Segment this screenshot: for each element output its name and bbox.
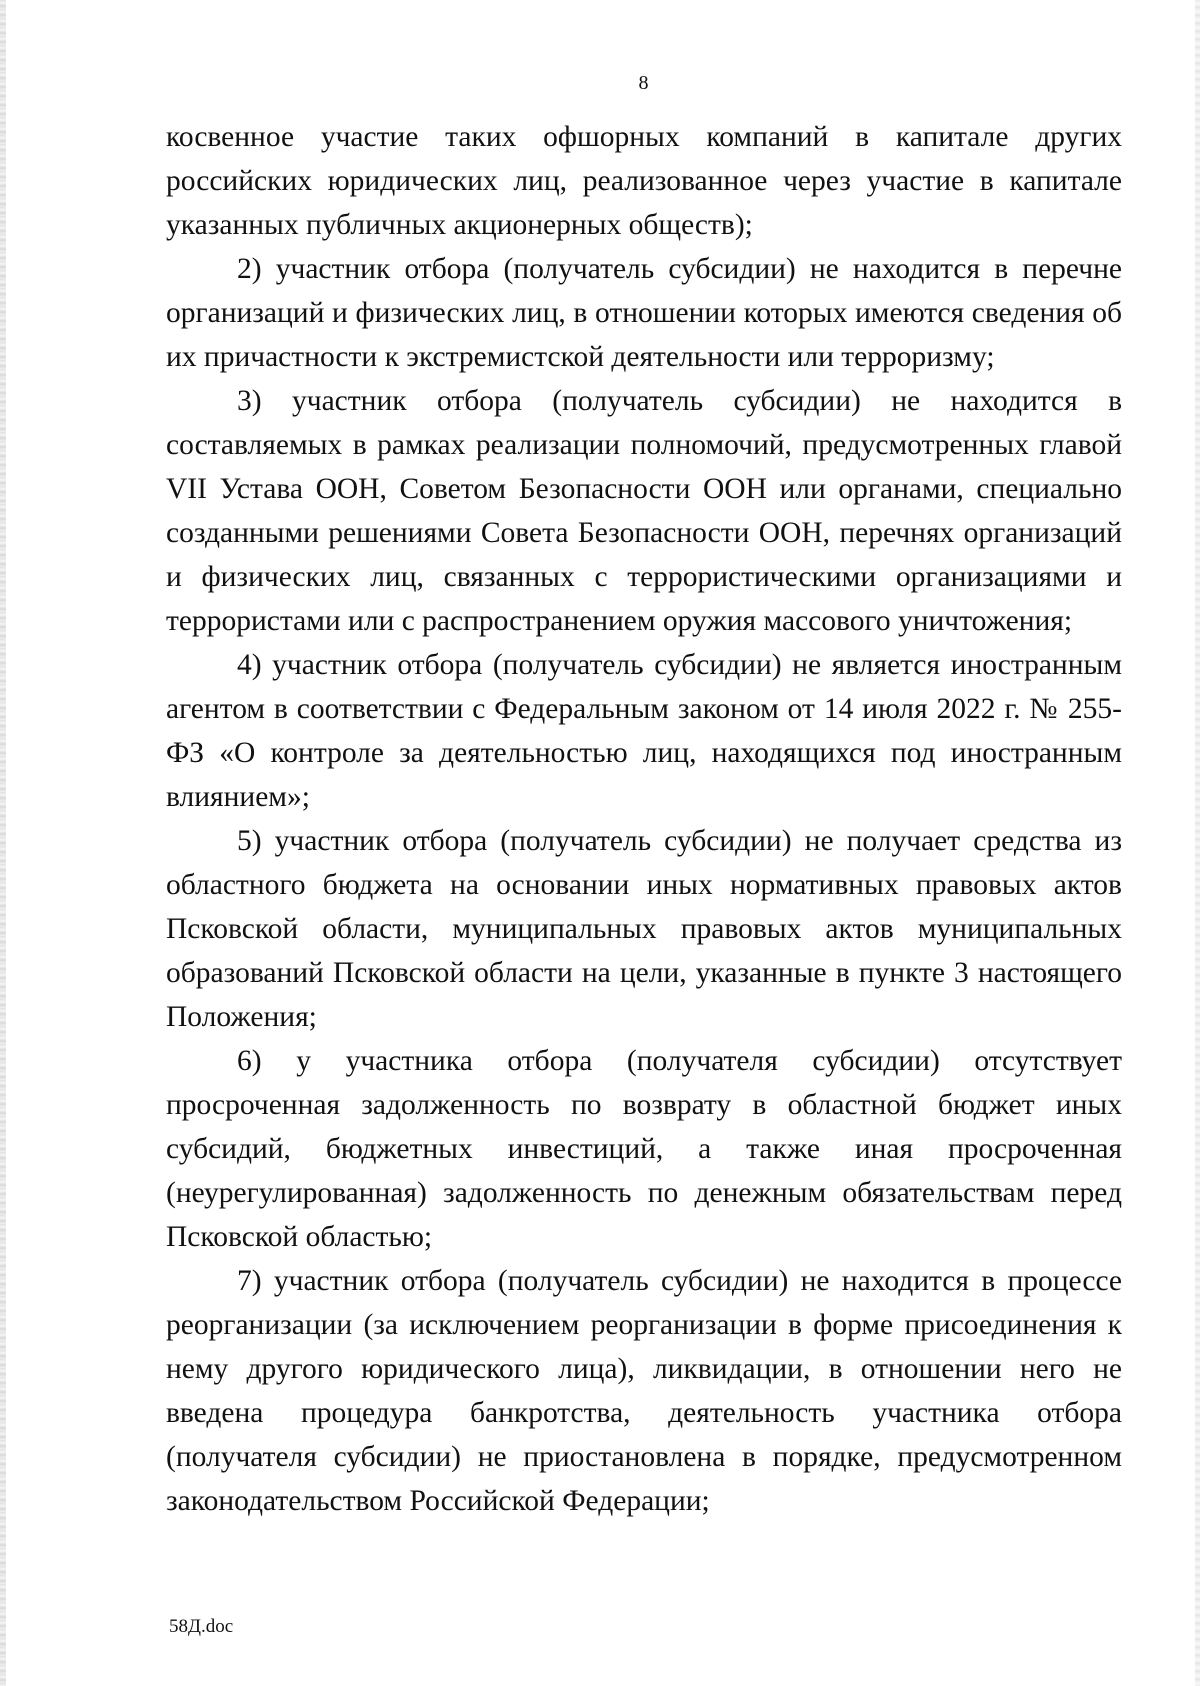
- document-body: [166, 115, 1122, 1523]
- scan-edge-left: [0, 0, 6, 1686]
- paragraph-item-5: 5) участник отбора (получатель субсидии) не получает средства из областного бюджета на основании иных нормативных правовых актов Псковской области, муниципальных правовых актов муниципальных образований Псковской области на цели, указанные в пункте 3 настоящего Положения;: [166, 825, 1122, 1033]
- page-number: 8: [638, 72, 649, 94]
- paragraph-item-6: 6) у участника отбора (получателя субсидии) отсутствует просроченная задолженность по возврату в областной бюджет иных субсидий, бюджетных инвестиций, а также иная просроченная (неурегулированная) задолженность по денежным обязательствам перед Псковской областью;: [166, 1045, 1122, 1253]
- paragraph-item-4: 4) участник отбора (получатель субсидии) не является иностранным агентом в соответствии с Федеральным законом от 14 июля 2022 г. № 255-ФЗ «О контроле за деятельностью лиц, находящихся под иностранным влиянием»;: [166, 649, 1122, 813]
- paragraph-item-3: 3) участник отбора (получатель субсидии) не находится в составляемых в рамках реализации полномочий, предусмотренных главой VII Устава ООН, Советом Безопасности ООН или органами, специально созданными решениями Совета Безопасности ООН, перечнях организаций и физических лиц, связанных с террористическими организациями и террористами или с распространением оружия массового уничтожения;: [166, 385, 1122, 637]
- paragraph-continuation: косвенное участие таких офшорных компаний в капитале других российских юридических лиц, реализованное через участие в капитале указанных публичных акционерных обществ);: [166, 121, 1122, 241]
- paragraph-item-7: 7) участник отбора (получатель субсидии) не находится в процессе реорганизации (за исключением реорганизации в форме присоединения к нему другого юридического лица), ликвидации, в отношении него не введена процедура банкротства, деятельность участника отбора (получателя субсидии) не приостановлена в порядке, предусмотренном законодательством Российской Федерации;: [166, 1265, 1122, 1517]
- scan-edge-right: [1195, 0, 1200, 1686]
- footer-filename: 58Д.doc: [169, 1616, 234, 1637]
- paragraph-item-2: 2) участник отбора (получатель субсидии) не находится в перечне организаций и физических лиц, в отношении которых имеются сведения об их причастности к экстремистской деятельности или терроризму;: [166, 253, 1122, 373]
